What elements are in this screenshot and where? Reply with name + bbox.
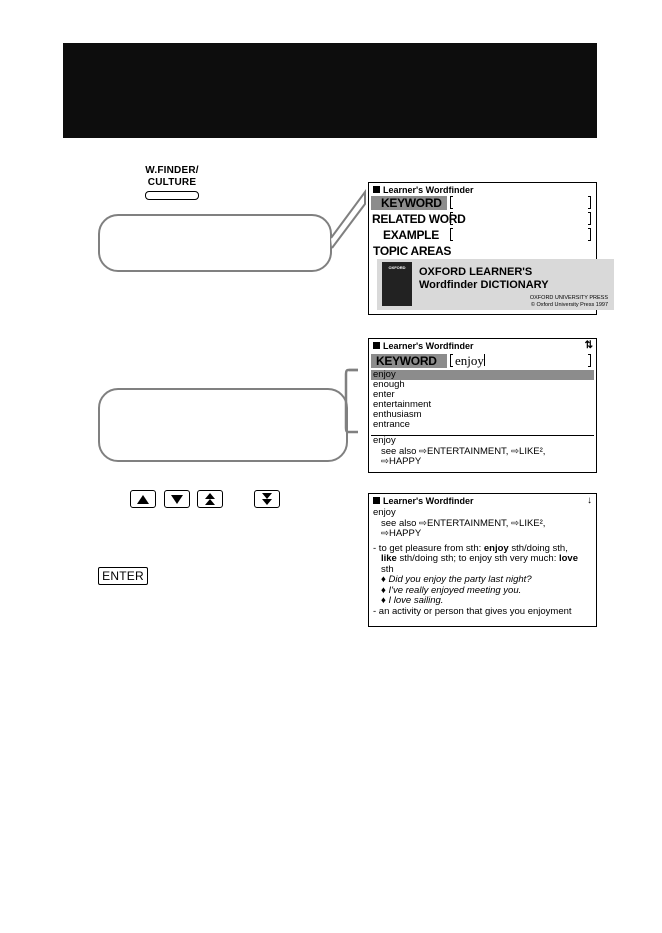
- screen-definition: [368, 493, 597, 627]
- square-icon: [373, 342, 380, 349]
- page-up-key[interactable]: [197, 490, 223, 508]
- list-item[interactable]: enough: [373, 379, 405, 390]
- see-also-line2: ⇨HAPPY: [381, 528, 422, 539]
- enter-key-label: ENTER: [102, 569, 144, 583]
- menu-related-word-label: RELATED WORD: [372, 212, 466, 226]
- candidate-list: [371, 370, 594, 430]
- square-icon: [373, 497, 380, 504]
- banner-title-line2: Wordfinder DICTIONARY: [419, 279, 549, 291]
- field-related-bracket-right: [588, 212, 591, 225]
- list-item[interactable]: entertainment: [373, 399, 432, 410]
- list-item[interactable]: entrance: [373, 419, 410, 430]
- menu-keyword-label: KEYWORD: [381, 196, 442, 210]
- keyword-input-value: enjoy: [455, 353, 484, 368]
- key-label-line2: CULTURE: [147, 177, 197, 188]
- preview-see-also: see also ⇨ENTERTAINMENT, ⇨LIKE²,: [381, 445, 546, 457]
- menu-example-label: EXAMPLE: [383, 228, 439, 242]
- screen-header: [369, 494, 596, 507]
- def-keyword: like: [381, 553, 397, 564]
- preview-word: enjoy: [373, 435, 396, 446]
- field-keyword-bracket-right: [588, 196, 591, 209]
- menu-topic-areas-label: TOPIC AREAS: [373, 244, 452, 258]
- def-keyword: love: [558, 553, 578, 564]
- example-sentence: ♦ Did you enjoy the party last night?: [381, 574, 532, 585]
- screen-header-text: Learner's Wordfinder: [383, 185, 474, 195]
- text-cursor: [484, 354, 485, 366]
- square-icon: [373, 186, 380, 193]
- definition-text: [373, 508, 597, 617]
- preview-see-also-2: ⇨HAPPY: [381, 456, 422, 467]
- menu-example[interactable]: [383, 228, 439, 242]
- screen-header: [369, 339, 596, 352]
- menu-topic-areas[interactable]: [373, 244, 451, 258]
- field-example-bracket-right: [588, 228, 591, 241]
- callout-box-1: [98, 214, 332, 272]
- key-label-line1: W.FINDER/: [145, 165, 199, 176]
- list-item[interactable]: enjoy: [371, 370, 594, 380]
- example-sentence: ♦ I've really enjoyed meeting you.: [381, 584, 522, 596]
- page-down-key[interactable]: [254, 490, 280, 508]
- def-text: sth/doing sth,: [508, 542, 568, 554]
- book-cover-label: OXFORD: [388, 265, 406, 270]
- scroll-updown-icon: ⇅: [584, 340, 593, 351]
- see-also-line1: see also ⇨ENTERTAINMENT, ⇨LIKE²,: [381, 517, 546, 529]
- input-bracket-left: [450, 354, 453, 367]
- banner-title-line1: OXFORD LEARNER'S: [419, 266, 533, 278]
- callout-bracket-2: [344, 368, 370, 434]
- menu-keyword[interactable]: [381, 196, 442, 210]
- field-keyword-bracket-left: [450, 196, 453, 209]
- list-item[interactable]: enthusiasm: [373, 409, 422, 420]
- keyword-label-text: KEYWORD: [376, 354, 437, 368]
- screen-header-text: Learner's Wordfinder: [383, 496, 474, 506]
- screen-wordfinder-menu: [368, 182, 608, 315]
- down-triangle-icon: [171, 495, 183, 504]
- publisher-line2: © Oxford University Press 1997: [530, 302, 608, 308]
- example-sentence: ♦ I love sailing.: [381, 595, 444, 606]
- screen-keyword-search: [368, 338, 597, 473]
- publisher-line1: OXFORD UNIVERSITY PRESS: [529, 295, 608, 301]
- up-triangle-icon: [137, 495, 149, 504]
- enter-key[interactable]: [98, 567, 148, 585]
- dictionary-book-cover: [382, 262, 412, 306]
- double-up-triangle-icon: [205, 493, 215, 506]
- keyword-label: [376, 354, 437, 368]
- oxford-dictionary-banner: [377, 259, 614, 310]
- field-related-bracket-left: [450, 212, 453, 225]
- screen-header: [369, 183, 596, 196]
- publisher-credit: [530, 295, 608, 309]
- def-text: sth/doing sth; to enjoy sth very much:: [396, 553, 559, 564]
- screen-header-text: Learner's Wordfinder: [383, 341, 474, 351]
- scroll-down-icon: ↓: [587, 495, 592, 506]
- double-down-triangle-icon: [262, 493, 272, 506]
- keyword-input[interactable]: [455, 353, 589, 368]
- def-text: - to get pleasure from sth:: [373, 542, 484, 554]
- definition-1-end: sth: [381, 563, 394, 575]
- callout-box-2: [98, 388, 348, 462]
- list-item[interactable]: enter: [373, 389, 395, 400]
- title-banner: [63, 43, 597, 138]
- down-arrow-key[interactable]: [164, 490, 190, 508]
- entry-word: enjoy: [373, 507, 396, 518]
- up-arrow-key[interactable]: [130, 490, 156, 508]
- definition-1-cont: [373, 554, 597, 565]
- definition-2: - an activity or person that gives you enjoyment: [373, 605, 572, 617]
- def-keyword: enjoy: [483, 542, 509, 554]
- wfinder-culture-key[interactable]: [130, 165, 214, 201]
- callout-pointer-1: [329, 190, 369, 260]
- key-button-shape: [145, 191, 199, 200]
- preview-pane: [373, 436, 545, 468]
- field-example-bracket-left: [450, 228, 453, 241]
